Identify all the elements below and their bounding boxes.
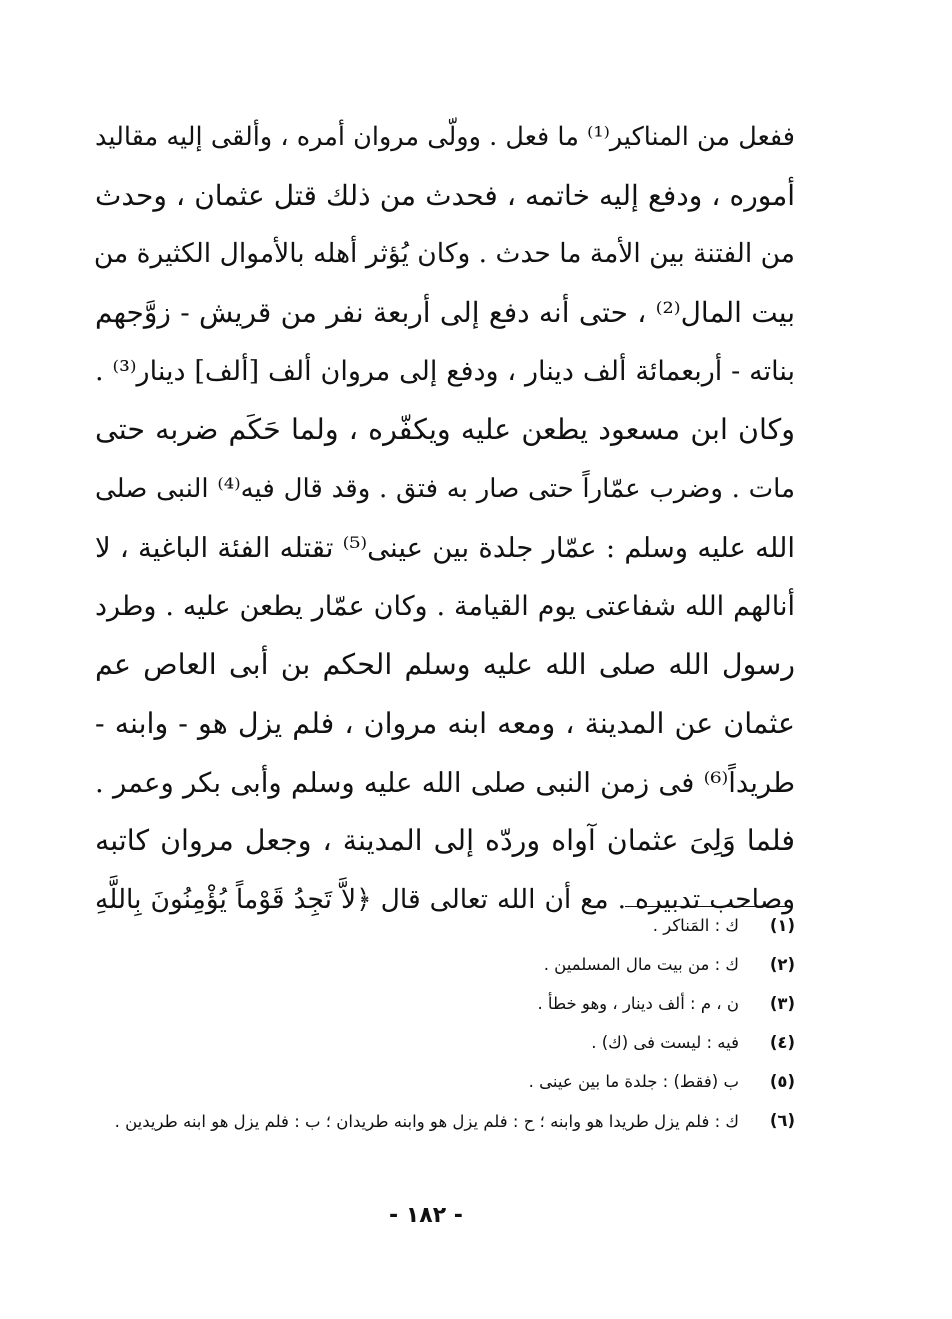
text-line: أموره ، ودفع إليه خاتمه ، فحدث من ذلك قتل عثمان ، وحدث — [95, 178, 795, 212]
footnote — [90, 1107, 795, 1146]
text-line: بناته - أربعمائة ألف دينار ، ودفع إلى مروان ألف [ألف] دينار⁽³⁾ . — [95, 355, 796, 387]
footnote-text: ك : فلم يزل طريدا هو وابنه ؛ ح : فلم يزل هو وابنه طريدان ؛ ب : فلم يزل هو ابنه طريدين . — [114, 1112, 739, 1131]
text-line: طريداً⁽⁶⁾ فى زمن النبى صلى الله عليه وسلم وأبى بكر وعمر . — [95, 766, 795, 799]
text-line: رسول الله صلى الله عليه وسلم الحكم بن أبى العاص عم — [95, 648, 795, 682]
footnote-number: (٦) — [769, 1111, 795, 1130]
footnote-text: ب (فقط) : جلدة ما بين عينى . — [528, 1072, 739, 1091]
footnote-number: (٣) — [769, 994, 795, 1013]
footnote-text: فيه : ليست فى (ك) . — [591, 1033, 739, 1052]
text-line: بيت المال⁽²⁾ ، حتى أنه دفع إلى أربعة نفر من قريش - زوَّجهم — [95, 296, 795, 330]
footnote-separator — [625, 906, 792, 907]
footnote-number: (٥) — [769, 1072, 795, 1091]
text-line: مات . وضرب عمّاراً حتى صار به فتق . وقد قال فيه⁽⁴⁾ النبى صلى — [95, 474, 796, 505]
page-number: - ١٨٢ - — [389, 1203, 463, 1228]
text-line: الله عليه وسلم : عمّار جلدة بين عينى⁽⁵⁾ تقتله الفئة الباغية ، لا — [95, 531, 795, 564]
footnote — [90, 951, 795, 990]
text-line: من الفتنة بين الأمة ما حدث . وكان يُؤثر أهله بالأموال الكثيرة من — [93, 238, 795, 270]
footnote — [90, 1029, 795, 1068]
footnote — [90, 1068, 795, 1107]
footnote-number: (٢) — [769, 955, 795, 974]
text-line: ففعل من المناكير⁽¹⁾ ما فعل . وولّى مروان أمره ، وألقى إليه مقاليد — [95, 122, 795, 152]
footnote-text: ن ، م : ألف دينار ، وهو خطأ . — [537, 994, 739, 1013]
text-line: وكان ابن مسعود يطعن عليه ويكفّره ، ولما حَكَم ضربه حتى — [95, 413, 795, 447]
footnote-text: ك : المَناكر . — [652, 916, 739, 935]
footnote — [90, 912, 795, 951]
text-line: أنالهم الله شفاعتى يوم القيامة . وكان عمّار يطعن عليه . وطرد — [95, 590, 795, 622]
text-line: عثمان عن المدينة ، ومعه ابنه مروان ، فلم يزل هو - وابنه - — [95, 706, 795, 740]
footnote-text: ك : من بيت مال المسلمين . — [543, 955, 739, 974]
main-text-block — [95, 108, 795, 930]
footnote-number: (٤) — [769, 1033, 795, 1052]
text-line: فلما وَلِىَ عثمان آواه وردّه إلى المدينة ، وجعل مروان كاتبه — [95, 824, 795, 858]
footnote — [90, 990, 795, 1029]
footnotes — [90, 912, 795, 1146]
text-line: وصاحب تدبيره . مع أن الله تعالى قال ﴿لاَّ تَجِدُ قَوْماً يُؤْمِنُونَ بِاللَّهِ — [95, 883, 795, 915]
footnote-number: (١) — [769, 916, 795, 935]
